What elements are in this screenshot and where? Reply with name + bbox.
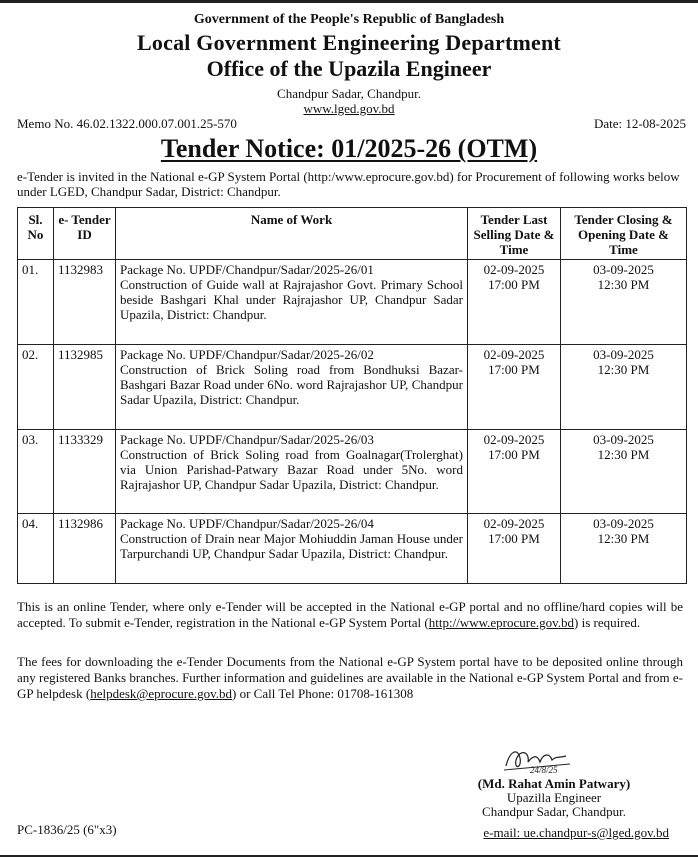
signatory-email-link[interactable]: e-mail: ue.chandpur-s@lged.gov.bd (483, 825, 669, 840)
row-sl: 03. (18, 430, 54, 514)
row-work-description: Construction of Guide wall at Rajrajashor Govt. Primary School beside Bashgari Khal under Rajrajashor UP, Chandpur Sadar Upazila, District: Chandpur. (120, 277, 463, 322)
memo-number: Memo No. 46.02.1322.000.07.001.25-570 (17, 116, 237, 131)
selling-date: 02-09-2025 (483, 347, 545, 362)
row-closing-date (561, 514, 687, 584)
website-link[interactable]: www.lged.gov.bd (303, 101, 395, 116)
row-package: Package No. UPDF/Chandpur/Sadar/2025-26/02 (120, 347, 374, 362)
row-package: Package No. UPDF/Chandpur/Sadar/2025-26/01 (120, 262, 374, 277)
closing-time: 12:30 PM (597, 531, 650, 546)
eprocure-link[interactable]: http://www.eprocure.gov.bd (428, 615, 575, 630)
header-tender-id: e- Tender ID (54, 208, 116, 260)
row-name-of-work (116, 430, 468, 514)
notice-date: Date: 12-08-2025 (593, 116, 686, 131)
row-name-of-work (116, 514, 468, 584)
closing-date: 03-09-2025 (593, 516, 654, 531)
notice-title: Tender Notice: 01/2025-26 (OTM) (160, 134, 538, 163)
closing-date: 03-09-2025 (593, 262, 654, 277)
closing-date: 03-09-2025 (593, 347, 654, 362)
table-header-row (18, 208, 687, 260)
handwritten-signature (500, 742, 580, 776)
signature-date: 24/8/25 (530, 765, 558, 775)
header-sl: Sl. No (18, 208, 54, 260)
row-work-description: Construction of Drain near Major Mohiuddin Jaman House under Tarpurchandi UP, Chandpur Sadar Upazila, District: Chandpur. (120, 531, 463, 561)
row-package: Package No. UPDF/Chandpur/Sadar/2025-26/03 (120, 432, 374, 447)
selling-date: 02-09-2025 (483, 516, 545, 531)
online-tender-note (17, 599, 683, 631)
works-table (17, 207, 687, 584)
table-row (18, 430, 687, 514)
office-heading: Office of the Upazila Engineer (206, 56, 492, 81)
signatory-office: Chandpur Sadar, Chandpur. (482, 804, 626, 819)
top-border (0, 0, 698, 3)
publication-code: PC-1836/25 (6"x3) (17, 822, 117, 837)
helpdesk-email-link[interactable]: helpdesk@eprocure.gov.bd (90, 686, 232, 701)
selling-time: 17:00 PM (488, 447, 540, 462)
row-closing-date (561, 430, 687, 514)
note2-text: The fees for downloading the e-Tender Documents from the National e-GP System portal have to be deposited online through any registered Banks branches. Further information and guidelines are available in the National e-GP System Portal and from e-GP helpdesk ( (17, 654, 683, 701)
row-closing-date (561, 345, 687, 430)
row-selling-date (468, 514, 561, 584)
table-row (18, 514, 687, 584)
note1-text-end: ) is required. (574, 615, 641, 630)
row-selling-date (468, 260, 561, 345)
row-selling-date (468, 430, 561, 514)
bottom-border (0, 855, 698, 857)
row-tender-id: 1132983 (54, 260, 116, 345)
header-closing-date: Tender Closing & Opening Date & Time (561, 208, 687, 260)
government-heading: Government of the People's Republic of Bangladesh (193, 12, 505, 27)
department-heading: Local Government Engineering Department (137, 30, 561, 55)
note2-text-end: ) or Call Tel Phone: 01708-161308 (232, 686, 414, 701)
fees-note (17, 654, 683, 702)
signatory-name: (Md. Rahat Amin Patwary) (477, 776, 631, 791)
table-row (18, 345, 687, 430)
table-row (18, 260, 687, 345)
selling-date: 02-09-2025 (483, 432, 545, 447)
row-name-of-work (116, 260, 468, 345)
closing-time: 12:30 PM (597, 362, 650, 377)
selling-time: 17:00 PM (488, 531, 540, 546)
row-tender-id: 1132986 (54, 514, 116, 584)
row-sl: 01. (18, 260, 54, 345)
row-work-description: Construction of Brick Soling road from Goalnagar(Trolerghat) via Union Parishad-Patwary Bazar Road under 5No. word Rajrajashor UP, Chandpur Sadar Upazila, District: Chandpur. (120, 447, 463, 492)
row-tender-id: 1132985 (54, 345, 116, 430)
selling-date: 02-09-2025 (483, 262, 545, 277)
signatory-designation: Upazilla Engineer (506, 790, 602, 805)
row-closing-date (561, 260, 687, 345)
signature-block (439, 777, 669, 819)
row-selling-date (468, 345, 561, 430)
closing-time: 12:30 PM (597, 447, 650, 462)
header-selling-date: Tender Last Selling Date & Time (468, 208, 561, 260)
row-work-description: Construction of Brick Soling road from Bondhuksi Bazar-Bashgari Bazar Road under 6No. word Rajrajashor UP, Chandpur Sadar Upazila, District: Chandpur. (120, 362, 463, 407)
row-package: Package No. UPDF/Chandpur/Sadar/2025-26/04 (120, 516, 374, 531)
row-tender-id: 1133329 (54, 430, 116, 514)
closing-date: 03-09-2025 (593, 432, 654, 447)
header-name-of-work: Name of Work (116, 208, 468, 260)
closing-time: 12:30 PM (597, 277, 650, 292)
row-sl: 04. (18, 514, 54, 584)
selling-time: 17:00 PM (488, 362, 540, 377)
note1-text: This is an online Tender, where only e-Tender will be accepted in the National e-GP portal and no offline/hard copies will be accepted. To submit e-Tender, registration in the National e-GP System Portal ( (17, 599, 683, 630)
intro-paragraph: e-Tender is invited in the National e-GP System Portal (http:/www.eprocure.gov.bd) for Procurement of following works below under LGED, Chandpur Sadar, District: Chandpur. (17, 169, 680, 199)
office-address: Chandpur Sadar, Chandpur. (277, 86, 421, 101)
row-name-of-work (116, 345, 468, 430)
selling-time: 17:00 PM (488, 277, 540, 292)
row-sl: 02. (18, 345, 54, 430)
